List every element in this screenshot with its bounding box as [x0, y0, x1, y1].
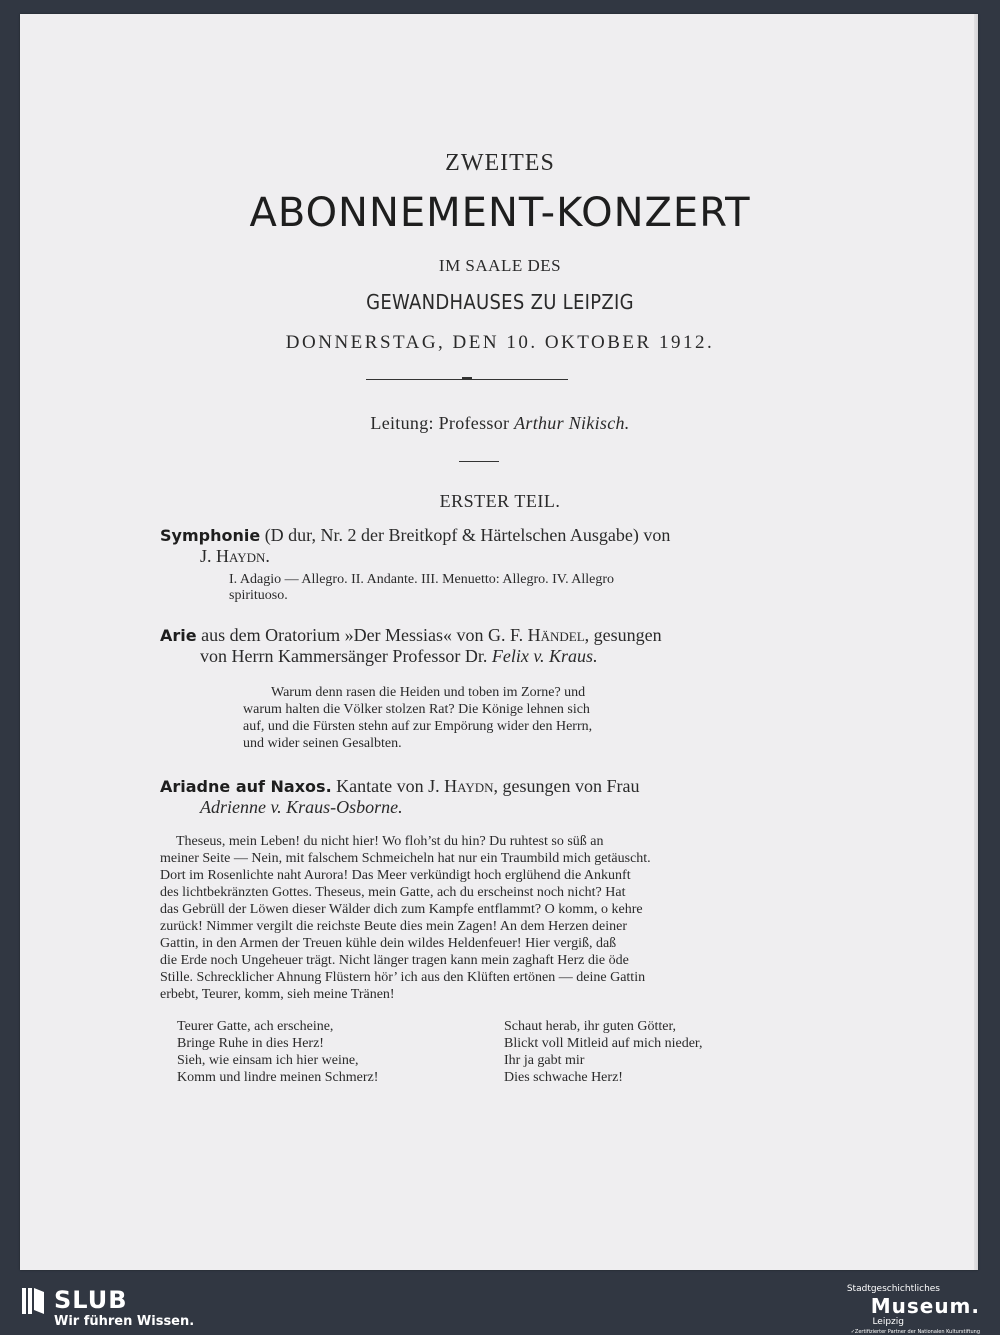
stanza-right-line: Dies schwache Herz!	[504, 1070, 623, 1085]
slub-logo-text: SLUB	[54, 1286, 128, 1314]
stanza-right-line: Schaut herab, ihr guten Götter,	[504, 1019, 677, 1034]
stanza-left-line: Sieh, wie einsam ich hier weine,	[177, 1053, 359, 1068]
stanza-left-line: Bringe Ruhe in dies Herz!	[177, 1036, 324, 1051]
work-2-line2: von Herrn Kammersänger Professor Dr.	[200, 646, 492, 666]
title-line-3: IM SAALE DES	[438, 256, 562, 275]
work-3-heading	[160, 775, 639, 798]
main-title: ABONNEMENT-KONZERT	[249, 190, 751, 236]
work-2-lyric-line: Warum denn rasen die Heiden und toben im Zorne? und	[271, 685, 586, 700]
work-1-movements-2: spirituoso.	[229, 588, 288, 603]
museum-city: Leipzig	[872, 1317, 904, 1327]
recitative-line: Theseus, mein Leben! du nicht hier! Wo floh’st du hin? Du ruhtest so süß an	[176, 834, 604, 849]
conductor-line	[0, 413, 1000, 434]
recitative-line: das Gebrüll der Löwen dieser Wälder dich zum Kampfe entflammt? O komm, o kehre	[160, 902, 643, 917]
recitative-line: die Erde noch Ungeheuer trägt. Nicht länger tragen kann mein zaghaft Herz die öde	[160, 953, 629, 968]
work-2-composer: Händel	[527, 625, 585, 645]
slub-slogan: Wir führen Wissen.	[54, 1314, 195, 1329]
work-3-text-2: , gesungen von Frau	[493, 776, 640, 796]
work-3-text-1: Kantate von J.	[331, 776, 445, 796]
section-title: ERSTER TEIL.	[439, 491, 561, 511]
recitative-line: Gattin, in den Armen der Treuen kühle dein wildes Heldenfeuer! Hier vergiß, daß	[160, 936, 617, 951]
divider-short	[459, 461, 499, 462]
work-2-singer-line	[200, 645, 598, 668]
work-2-title: Arie	[160, 626, 197, 645]
recitative-line: Dort im Rosenlichte naht Aurora! Das Meer verkündigt hoch erglühend die Ankunft	[160, 868, 631, 883]
stanza-right-line: Blickt voll Mitleid auf mich nieder,	[504, 1036, 703, 1051]
work-1-composer: J. Haydn.	[200, 546, 270, 566]
recitative-line: des lichtbekränzten Gottes. Theseus, mein Gatte, ach du erscheinst noch nicht? Hat	[160, 885, 626, 900]
work-2-heading	[160, 624, 662, 647]
conductor-name: Arthur Nikisch.	[514, 413, 630, 433]
conductor-label: Leitung: Professor	[370, 413, 515, 433]
museum-note-text: Zertifizierter Partner der Nationalen Kulturstiftung	[854, 1329, 980, 1335]
museum-small-text: Stadtgeschichtliches	[846, 1284, 940, 1294]
work-2-text-1: aus dem Oratorium »Der Messias« von G. F.	[196, 625, 528, 645]
work-1-movements: I. Adagio — Allegro. II. Andante. III. Menuetto: Allegro. IV. Allegro	[229, 572, 615, 587]
venue-title: GEWANDHAUSES ZU LEIPZIG	[366, 290, 634, 314]
concert-date: DONNERSTAG, DEN 10. OKTOBER 1912.	[285, 332, 715, 353]
stanza-left-line: Teurer Gatte, ach erscheine,	[177, 1019, 334, 1034]
work-1-heading	[160, 524, 670, 547]
recitative-line: erbebt, Teurer, komm, sieh meine Tränen!	[160, 987, 395, 1002]
work-1-text: (D dur, Nr. 2 der Breitkopf & Härtelschen Ausgabe) von	[260, 525, 671, 545]
title-line-1: ZWEITES	[445, 150, 555, 176]
work-2-singer: Felix v. Kraus.	[491, 646, 598, 666]
recitative-line: zurück! Nimmer vergilt die reichste Beute dies mein Zagen! An dem Herzen deiner	[160, 919, 628, 934]
work-2-lyric-line: warum halten die Völker stolzen Rat? Die Könige lehnen sich	[243, 702, 590, 717]
work-3-composer: Haydn	[444, 776, 494, 796]
work-2-lyric-line: und wider seinen Gesalbten.	[243, 736, 402, 751]
museum-name: Museum.	[870, 1294, 980, 1318]
work-3-title: Ariadne auf Naxos.	[160, 777, 332, 796]
slub-book-icon	[22, 1288, 46, 1316]
stanza-left-line: Komm und lindre meinen Schmerz!	[177, 1070, 379, 1085]
work-3-singer: Adrienne v. Kraus-Osborne.	[200, 797, 403, 817]
divider-ornament-center	[462, 377, 472, 380]
check-icon: ✓	[850, 1329, 855, 1335]
recitative-line: meiner Seite — Nein, mit falschem Schmeicheln hat nur ein Traumbild mich getäuscht.	[160, 851, 651, 866]
work-2-text-2: , gesungen	[584, 625, 662, 645]
work-1-title: Symphonie	[160, 526, 261, 545]
stanza-right-line: Ihr ja gabt mir	[504, 1053, 585, 1068]
recitative-line: Stille. Schrecklicher Ahnung Flüstern hör’ ich aus den Klüften ertönen — deine Gattin	[160, 970, 646, 985]
work-2-lyric-line: auf, und die Fürsten stehn auf zur Empörung wider den Herrn,	[243, 719, 593, 734]
